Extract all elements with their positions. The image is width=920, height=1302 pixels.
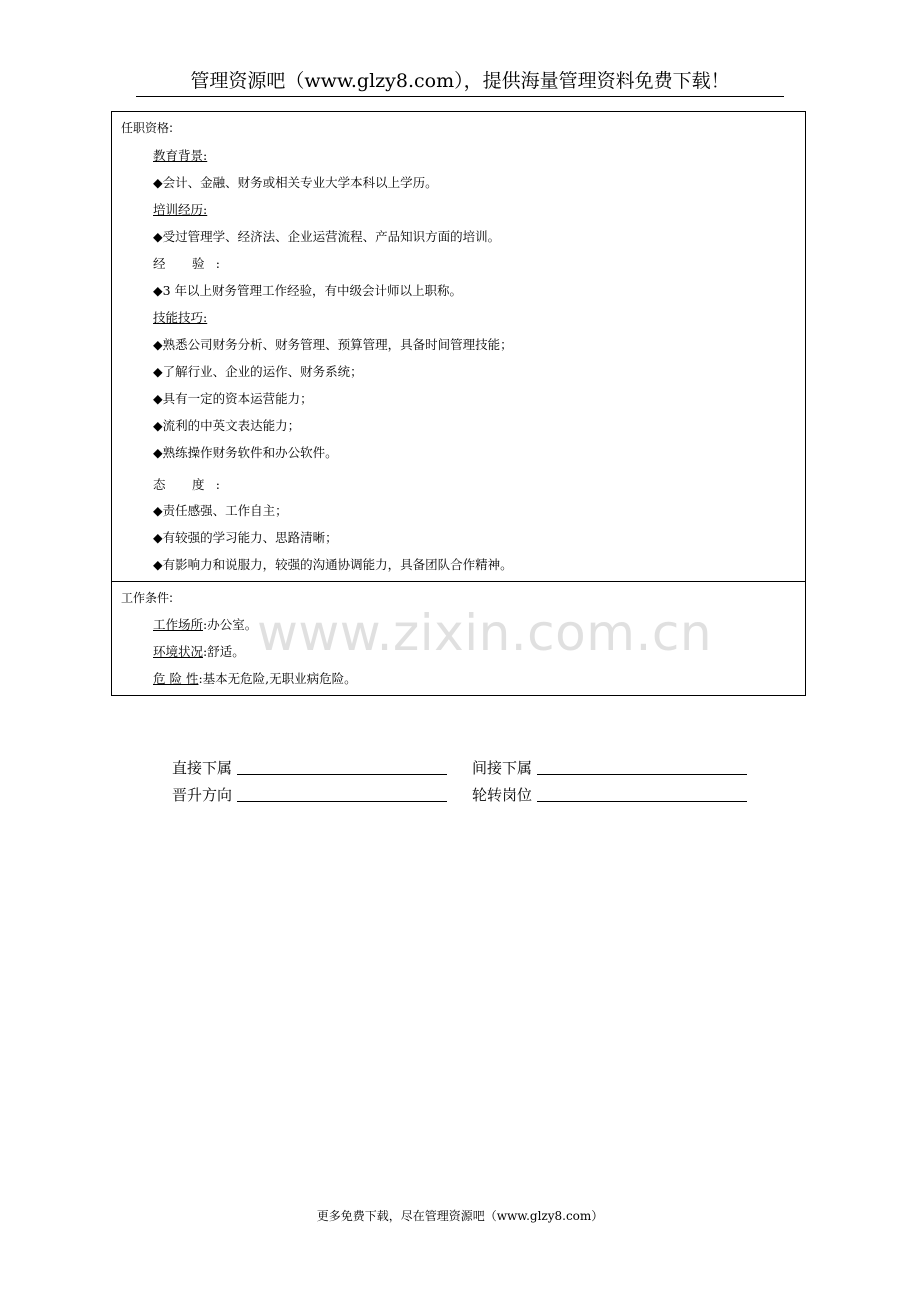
indirect-subordinate-line	[537, 774, 747, 775]
skills-item: ◆熟练操作财务软件和办公软件。	[153, 445, 338, 460]
page-footer: 更多免费下载，尽在管理资源吧（www.glzy8.com）	[316, 1209, 604, 1223]
page-header: 管理资源吧（www.glzy8.com），提供海量管理资料免费下载！	[136, 66, 784, 97]
promotion-line	[237, 801, 447, 802]
promotion-label: 晋升方向	[172, 786, 233, 804]
attitude-item: ◆有影响力和说服力，较强的沟通协调能力，具备团队合作精神。	[153, 557, 513, 572]
education-label: 教育背景:	[153, 148, 208, 163]
rotation-line	[537, 801, 747, 802]
indirect-subordinate-label: 间接下属	[472, 759, 533, 777]
training-label: 培训经历:	[153, 202, 208, 217]
direct-subordinate-line	[237, 774, 447, 775]
skills-label: 技能技巧:	[153, 310, 208, 325]
skills-item: ◆流利的中英文表达能力；	[153, 418, 301, 433]
condition-place: 工作场所:办公室。	[153, 617, 258, 632]
section-divider	[112, 581, 805, 582]
experience-item: ◆3 年以上财务管理工作经验，有中级会计师以上职称。	[153, 283, 463, 298]
condition-risk: 危 险 性:基本无危险,无职业病危险。	[153, 671, 357, 686]
training-item: ◆受过管理学、经济法、企业运营流程、产品知识方面的培训。	[153, 229, 501, 244]
condition-environment: 环境状况:舒适。	[153, 644, 245, 659]
rotation-label: 轮转岗位	[472, 786, 533, 804]
education-item: ◆会计、金融、财务或相关专业大学本科以上学历。	[153, 175, 438, 190]
attitude-label: 态 度:	[153, 477, 220, 492]
skills-item: ◆了解行业、企业的运作、财务系统；	[153, 364, 363, 379]
attitude-item: ◆有较强的学习能力、思路清晰；	[153, 530, 338, 545]
conditions-title: 工作条件:	[121, 591, 174, 605]
watermark: www.zixin.com.cn	[257, 604, 713, 662]
attitude-item: ◆责任感强、工作自主；	[153, 503, 288, 518]
skills-item: ◆具有一定的资本运营能力；	[153, 391, 313, 406]
direct-subordinate-label: 直接下属	[172, 759, 233, 777]
skills-item: ◆熟悉公司财务分析、财务管理、预算管理，具备时间管理技能；	[153, 337, 513, 352]
qualifications-title: 任职资格:	[121, 121, 174, 135]
experience-label: 经 验:	[153, 256, 220, 271]
